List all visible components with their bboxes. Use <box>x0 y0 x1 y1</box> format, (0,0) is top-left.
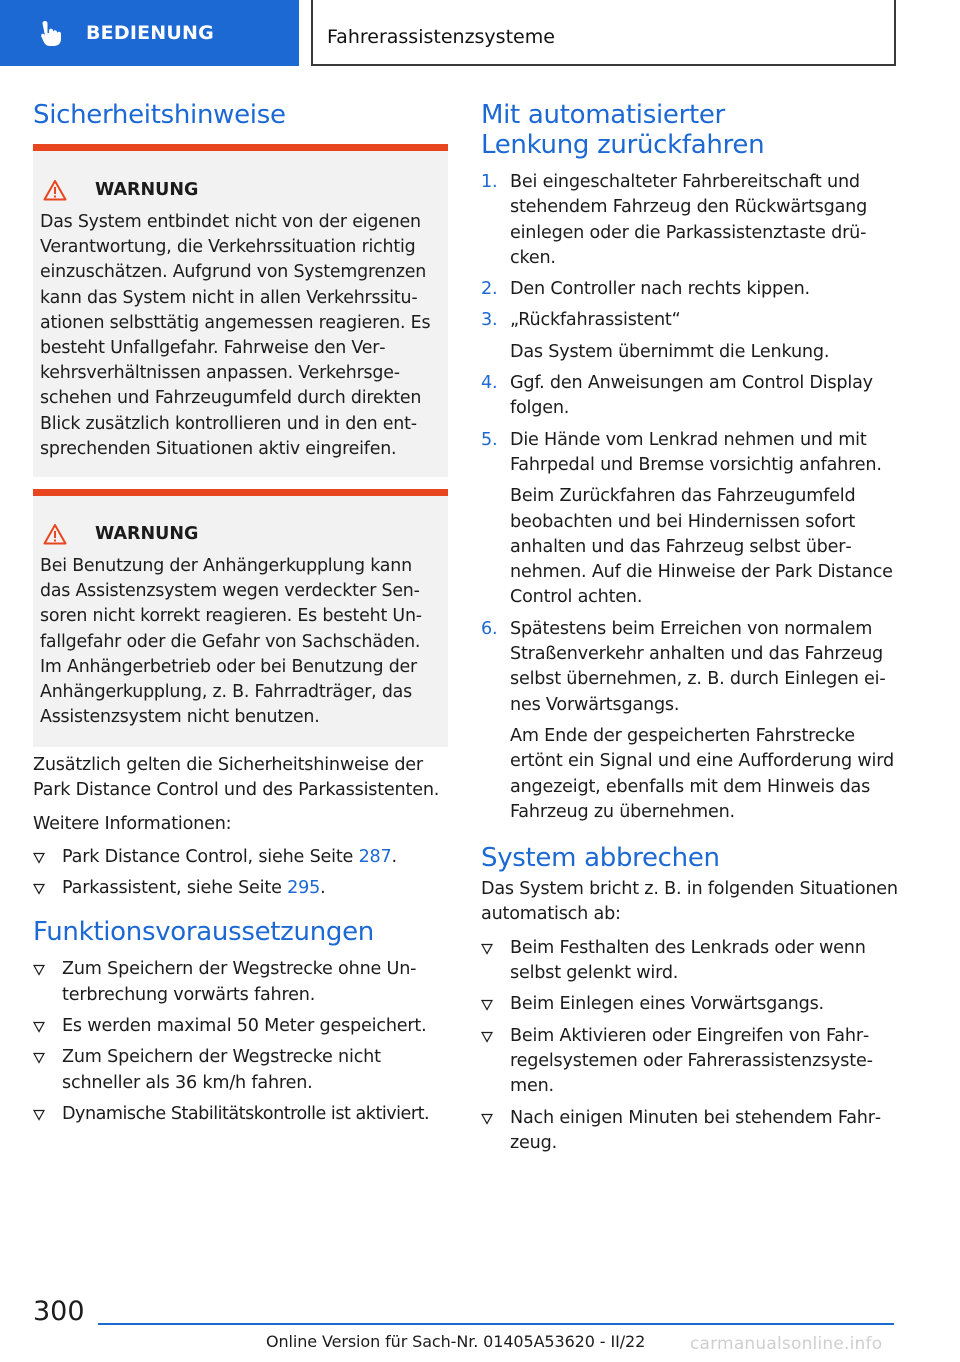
list-item: Nach einigen Minuten bei stehendem Fahrzeug. <box>481 1106 901 1157</box>
step-number: 5. <box>481 429 498 450</box>
step-note: Das System übernimmt die Lenkung. <box>510 341 830 362</box>
cancel-heading: System abbrechen <box>481 843 720 874</box>
page-link-287[interactable]: 287 <box>358 846 392 867</box>
step-number: 3. <box>481 310 498 331</box>
step-item: 6. Spätestens beim Erreichen von normalem Straßenverkehr anhalten und das Fahrzeug selbst übernehmen, z. B. durch Einlegen eines Vorwärtsgangs. Am Ende der gespeicherten Fahrstrecke ertönt ein Signal und eine Aufforderung wird angezeigt, ebenfalls mit dem Hinweis das Fahrzeug zu übernehmen. <box>481 617 901 825</box>
more-info-list <box>33 845 448 902</box>
requirements-heading: Funktionsvoraussetzungen <box>33 917 374 948</box>
footer-divider <box>98 1323 894 1325</box>
list-item: Beim Aktivieren oder Eingreifen von Fahrregelsystemen oder Fahrerassistenzsystemen. <box>481 1024 901 1100</box>
triangle-bullet-icon <box>33 883 45 895</box>
step-item: 5. Die Hände vom Lenkrad nehmen und mit Fahrpedal und Bremse vorsichtig anfahren. Beim Zurückfahren das Fahrzeugumfeld beobachten und bei Hindernissen sofort anhalten und das Fahrzeug selbst übernehmen. Auf die Hinweise der Park Distance Control achten. <box>481 428 901 611</box>
triangle-bullet-icon <box>481 943 493 955</box>
cancel-intro: Das System bricht z. B. in folgenden Situationen automatisch ab: <box>481 879 898 925</box>
page-number: 300 <box>33 1296 85 1327</box>
list-item: Dynamische Stabilitätskontrolle ist aktiviert. <box>33 1102 448 1127</box>
safety-heading: Sicherheitshinweise <box>33 100 286 130</box>
list-item: Beim Festhalten des Lenkrads oder wenn selbst gelenkt wird. <box>481 936 901 987</box>
watermark: carmanualsonline.info <box>690 1334 883 1354</box>
list-item: Zum Speichern der Wegstrecke nicht schneller als 36 km/h fahren. <box>33 1045 448 1096</box>
cancel-list <box>481 936 901 1156</box>
triangle-bullet-icon <box>481 1113 493 1125</box>
triangle-bullet-icon <box>33 1021 45 1033</box>
online-version-note: Online Version für Sach-Nr. 01405A53620 - II/22 <box>266 1332 646 1351</box>
more-info-label: Weitere Informationen: <box>33 813 232 834</box>
pointing-hand-icon <box>36 17 68 49</box>
step-item: 4. Ggf. den Anweisungen am Control Display folgen. <box>481 373 873 419</box>
triangle-bullet-icon <box>481 999 493 1011</box>
triangle-bullet-icon <box>33 1109 45 1121</box>
step-item: 2. Den Controller nach rechts kippen. <box>481 277 901 302</box>
triangle-bullet-icon <box>481 1031 493 1043</box>
section-tab <box>0 0 299 66</box>
list-item: Es werden maximal 50 Meter gespeichert. <box>33 1014 448 1039</box>
warning-triangle-icon <box>43 523 67 545</box>
additional-safety-text: Zusätzlich gelten die Sicherheitshinweise der Park Distance Control und des Parkassistenten. <box>33 755 440 801</box>
requirements-list <box>33 957 448 1127</box>
section-label: BEDIENUNG <box>86 22 214 44</box>
warning-text: Das System entbindet nicht von der eigenen Verantwortung, die Verkehrssituation richtig einzuschätzen. Aufgrund von Systemgrenzen kann das System nicht in allen Verkehrssituationen selbsttätig angemessen reagieren. Es besteht Unfallgefahr. Fahrweise den Verkehrsverhältnissen anpassen. Verkehrsgeschehen und Fahrzeugumfeld durch direkten Blick zusätzlich kontrollieren und in den entsprechenden Situationen aktiv eingreifen. <box>40 212 431 459</box>
list-item: Beim Einlegen eines Vorwärtsgangs. <box>481 992 901 1017</box>
step-number: 6. <box>481 618 498 639</box>
step-number: 1. <box>481 172 498 192</box>
step-item: 3. „Rückfahrassistent“ Das System übernimmt die Lenkung. <box>481 308 901 365</box>
triangle-bullet-icon <box>33 852 45 864</box>
warning-box-1 <box>33 144 448 477</box>
warning-title: WARNUNG <box>95 180 199 200</box>
step-number: 4. <box>481 373 498 394</box>
step-item: 1. Bei eingeschalteter Fahrbereitschaft und stehendem Fahrzeug den Rückwärtsgang einlegen oder die Parkassistenztaste drücken. <box>481 172 868 268</box>
list-item: Parkassistent, siehe Seite 295. <box>33 876 448 901</box>
step-note: Beim Zurückfahren das Fahrzeugumfeld beobachten und bei Hindernissen sofort anhalten und das Fahrzeug selbst übernehmen. Auf die Hinweise der Park Distance Control achten. <box>510 486 893 608</box>
triangle-bullet-icon <box>33 964 45 976</box>
warning-triangle-icon <box>43 179 67 201</box>
warning-title: WARNUNG <box>95 524 199 544</box>
page-link-295[interactable]: 295 <box>287 878 321 899</box>
steps-list <box>481 170 901 825</box>
warning-box-2 <box>33 489 448 747</box>
warning-title-row <box>40 522 440 546</box>
warning-title-row <box>40 178 440 202</box>
step-number: 2. <box>481 279 498 300</box>
list-item: Park Distance Control, siehe Seite 287. <box>33 845 448 870</box>
step-note: Am Ende der gespeicherten Fahrstrecke ertönt ein Signal und eine Aufforderung wird angezeigt, ebenfalls mit dem Hinweis das Fahrzeug zu übernehmen. <box>510 725 894 822</box>
warning-text: Bei Benutzung der Anhängerkupplung kann das Assistenzsystem wegen verdeckter Sensoren nicht korrekt reagieren. Es besteht Unfallgefahr oder die Gefahr von Sachschäden. Im Anhängerbetrieb oder bei Benutzung der Anhängerkupplung, z. B. Fahrradträger, das Assistenzsystem nicht benutzen. <box>40 556 423 728</box>
chapter-header <box>311 0 896 66</box>
right-column <box>481 100 901 1162</box>
reverse-heading: Mit automatisierter Lenkung zurückfahren <box>481 100 765 160</box>
triangle-bullet-icon <box>33 1052 45 1064</box>
left-lower-content <box>33 753 448 1133</box>
list-item: Zum Speichern der Wegstrecke ohne Unterbrechung vorwärts fahren. <box>33 957 448 1008</box>
chapter-title: Fahrerassistenzsysteme <box>327 26 555 48</box>
